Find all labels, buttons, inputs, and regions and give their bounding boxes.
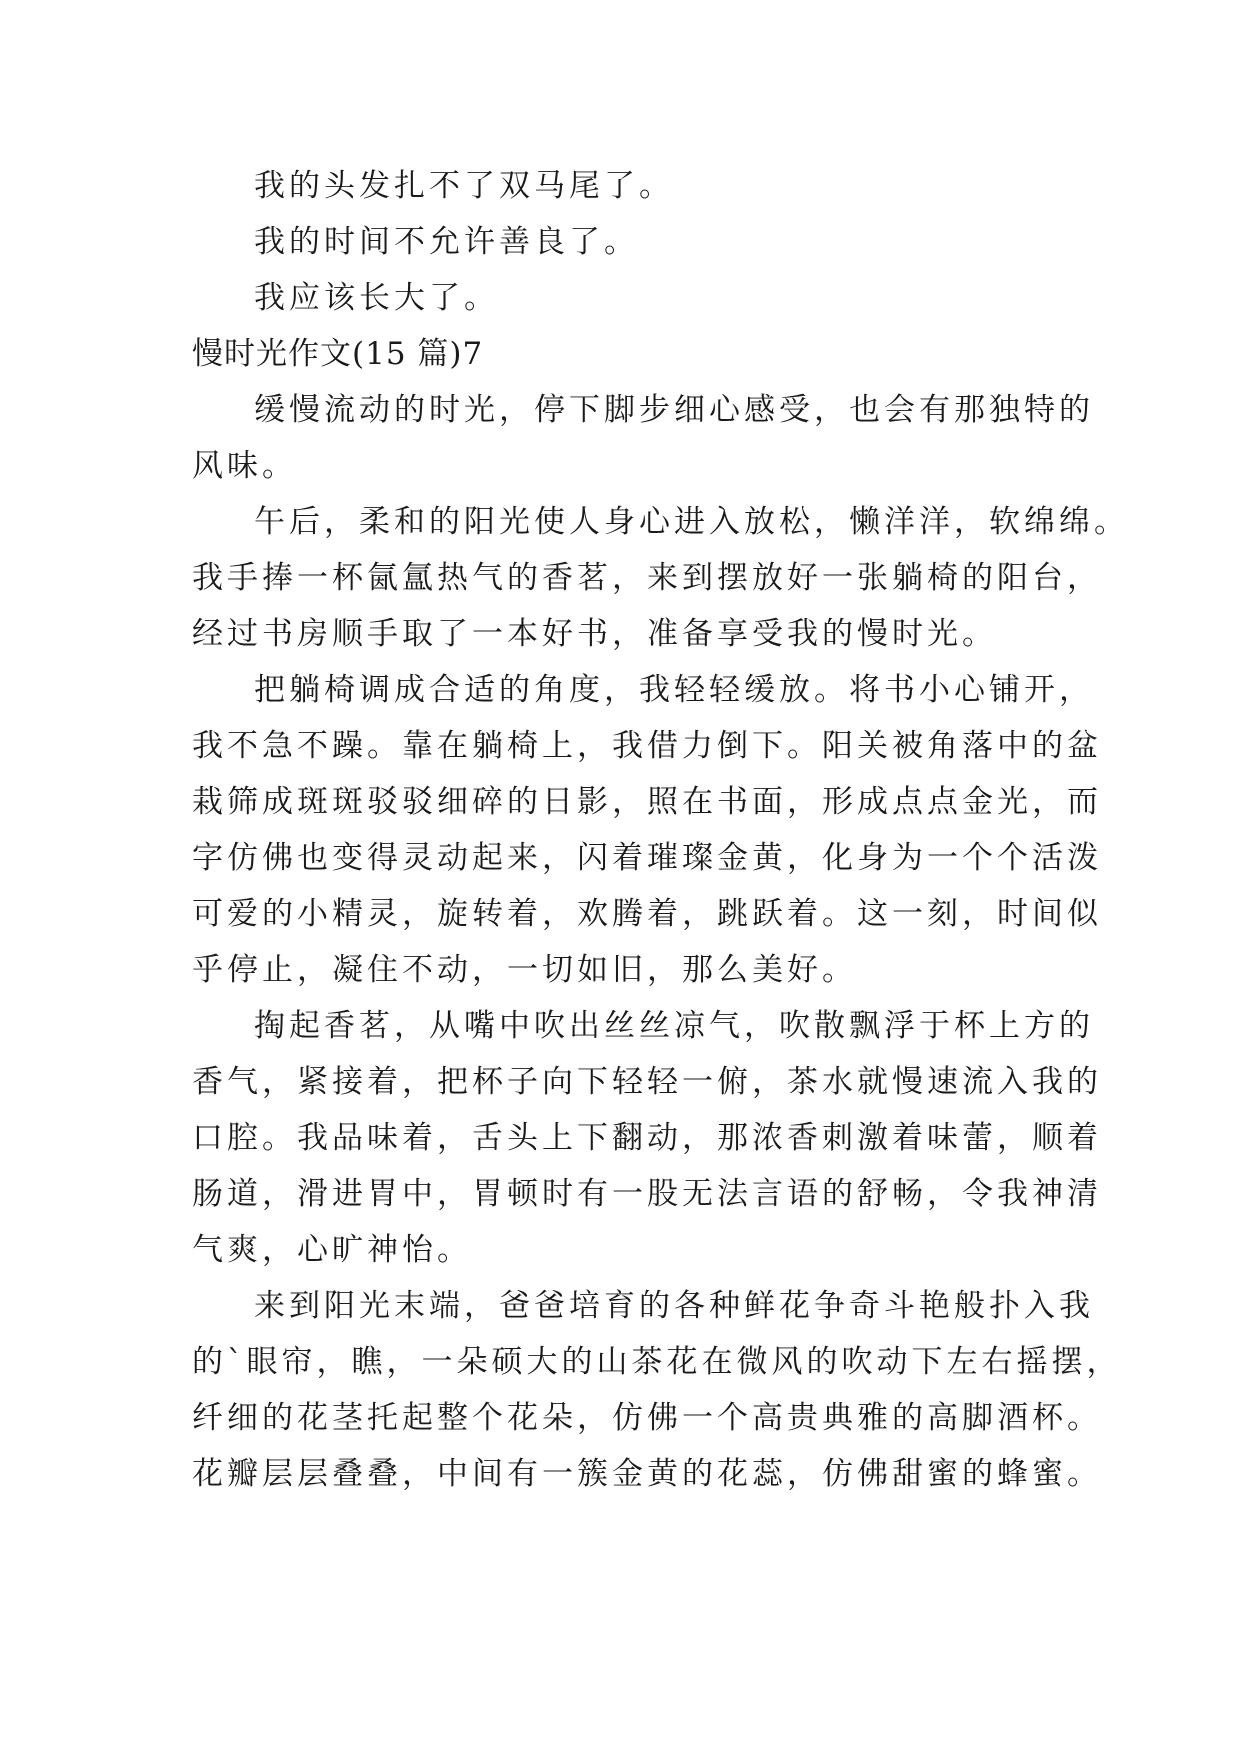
paragraph-line: 栽筛成斑斑驳驳细碎的日影，照在书面，形成点点金光，而: [192, 784, 1102, 820]
paragraph-line: 风味。: [192, 448, 297, 484]
paragraph-line: 的`眼帘，瞧，一朵硕大的山茶花在微风的吹动下左右摇摆，: [192, 1344, 1122, 1380]
paragraph-line: 来到阳光末端，爸爸培育的各种鲜花争奇斗艳般扑入我: [254, 1288, 1094, 1324]
paragraph-line: 香气，紧接着，把杯子向下轻轻一俯，茶水就慢速流入我的: [192, 1064, 1102, 1100]
paragraph-line: 花瓣层层叠叠，中间有一簇金黄的花蕊，仿佛甜蜜的蜂蜜。: [192, 1456, 1102, 1492]
document-page: [192, 158, 1129, 1502]
paragraph-line: 我手捧一杯氤氲热气的香茗，来到摆放好一张躺椅的阳台，: [192, 560, 1102, 596]
paragraph-line: 可爱的小精灵，旋转着，欢腾着，跳跃着。这一刻，时间似: [192, 896, 1102, 932]
paragraph-line: 我的头发扎不了双马尾了。: [254, 168, 674, 204]
paragraph-line: 掏起香茗，从嘴中吹出丝丝凉气，吹散飘浮于杯上方的: [254, 1008, 1094, 1044]
paragraph-line: 把躺椅调成合适的角度，我轻轻缓放。将书小心铺开，: [254, 672, 1094, 708]
paragraph-line: 我的时间不允许善良了。: [254, 224, 639, 260]
paragraph-line: 肠道，滑进胃中，胃顿时有一股无法言语的舒畅，令我神清: [192, 1176, 1102, 1212]
paragraph-line: 气爽，心旷神怡。: [192, 1232, 472, 1268]
section-heading: 慢时光作文(15 篇)7: [192, 336, 484, 372]
paragraph-line: 字仿佛也变得灵动起来，闪着璀璨金黄，化身为一个个活泼: [192, 840, 1102, 876]
paragraph-line: 午后，柔和的阳光使人身心进入放松，懒洋洋，软绵绵。: [254, 504, 1129, 540]
paragraph-line: 缓慢流动的时光，停下脚步细心感受，也会有那独特的: [254, 392, 1094, 428]
paragraph-line: 经过书房顺手取了一本好书，准备享受我的慢时光。: [192, 616, 997, 652]
paragraph-line: 我不急不躁。靠在躺椅上，我借力倒下。阳关被角落中的盆: [192, 728, 1102, 764]
paragraph-line: 我应该长大了。: [254, 280, 499, 316]
paragraph-line: 口腔。我品味着，舌头上下翻动，那浓香刺激着味蕾，顺着: [192, 1120, 1102, 1156]
paragraph-line: 乎停止，凝住不动，一切如旧，那么美好。: [192, 952, 857, 988]
paragraph-line: 纤细的花茎托起整个花朵，仿佛一个高贵典雅的高脚酒杯。: [192, 1400, 1102, 1436]
